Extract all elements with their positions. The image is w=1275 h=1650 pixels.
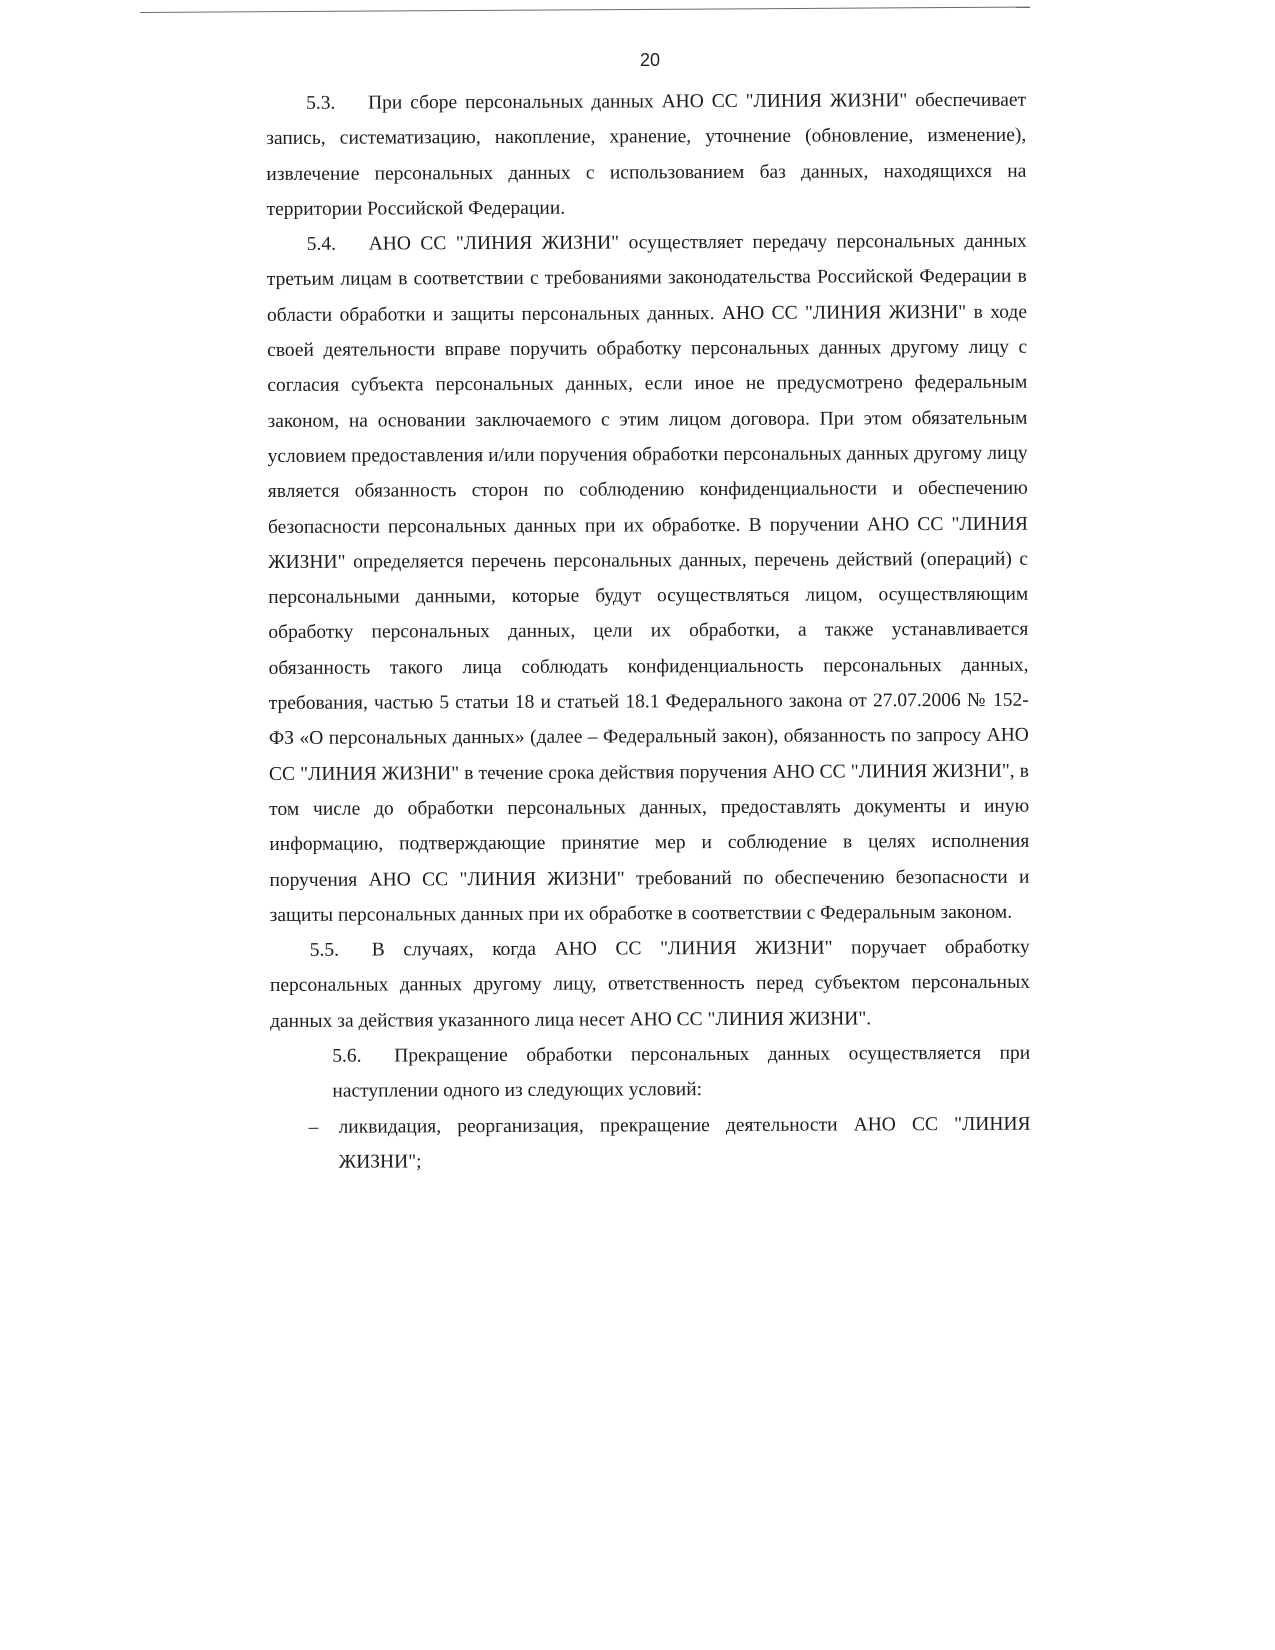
paragraph-number: 5.5.	[309, 939, 340, 961]
paragraph-5-4	[267, 224, 1030, 933]
list-item	[270, 1106, 1030, 1180]
page-number: 20	[639, 50, 661, 70]
document-body	[266, 83, 1031, 1181]
paragraph-text: В случаях, когда АНО СС "ЛИНИЯ ЖИЗНИ" поручает обработку персональных данных другому лицу, ответственность перед субъектом персональных данных за действия указанного лица несет АНО СС "ЛИНИЯ ЖИЗНИ".	[269, 936, 1030, 1032]
list-dash-marker: –	[308, 1116, 319, 1138]
paragraph-number: 5.4.	[306, 233, 336, 256]
scan-edge-line	[140, 7, 1030, 13]
paragraph-text: При сборе персональных данных АНО СС "ЛИНИЯ ЖИЗНИ" обеспечивает запись, систематизацию, накопление, хранение, уточнение (обновление, изменение), извлечение персональных данных с использованием баз данных, находящихся на территории Российской Федерации.	[266, 89, 1027, 220]
paragraph-text: Прекращение обработки персональных данных осуществляется при наступлении одного из следующих условий:	[332, 1042, 1031, 1103]
paragraph-number: 5.3.	[306, 92, 336, 114]
list-item-text: ликвидация, реорганизация, прекращение деятельности АНО СС "ЛИНИЯ ЖИЗНИ";	[338, 1113, 1031, 1173]
paragraph-5-6	[270, 1036, 1030, 1110]
paragraph-number: 5.6.	[332, 1045, 362, 1067]
paragraph-5-5	[270, 930, 1030, 1039]
paragraph-text: АНО СС "ЛИНИЯ ЖИЗНИ" осуществляет передачу персональных данных третьим лицам в соответствии с требованиями законодательства Российской Федерации в области обработки и защиты персональных данных. АНО СС "ЛИНИЯ ЖИЗНИ" в ходе своей деятельности вправе поручить обработку персональных данных другому лицу с согласия субъекта персональных данных, если иное не предусмотрено федеральным законом, на основании заключаемого с этим лицом договора. При этом обязательным условием предоставления и/или поручения обработки персональных данных другому лицу является обязанность сторон по соблюдению конфиденциальности и обеспечению безопасности персональных данных при их обработке. В поручении АНО СС "ЛИНИЯ ЖИЗНИ" определяется перечень персональных данных, перечень действий (операций) с персональными данными, которые будут осуществляться лицом, осуществляющим обработку персональных данных, цели их обработки, а также устанавливается обязанность такого лица соблюдать конфиденциальность персональных данных, требования, частью 5 статьи 18 и статьей 18.1 Федерального закона от 27.07.2006 № 152-ФЗ «О персональных данных» (далее – Федеральный закон), обязанность по запросу АНО СС "ЛИНИЯ ЖИЗНИ" в течение срока действия поручения АНО СС "ЛИНИЯ ЖИЗНИ", в том числе до обработки персональных данных, предоставлять документы и иную информацию, подтверждающие принятие мер и соблюдение в целях исполнения поручения АНО СС "ЛИНИЯ ЖИЗНИ" требований по обеспечению безопасности и защиты персональных данных при их обработке в соответствии с Федеральным законом.	[266, 230, 1030, 926]
paragraph-5-3	[266, 83, 1027, 228]
